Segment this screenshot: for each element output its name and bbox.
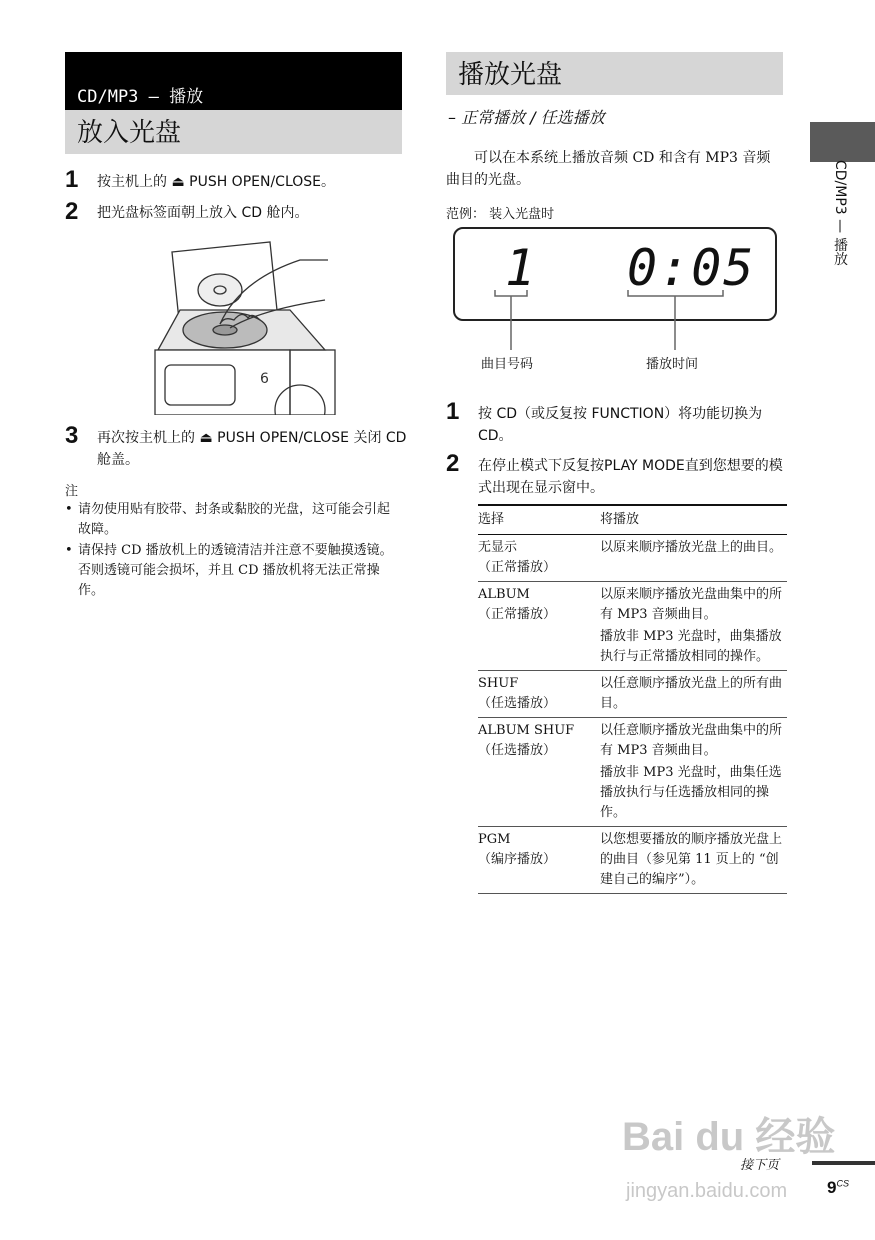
subtitle: – 正常播放 / 任选播放 [448,108,605,127]
track-number-caption: 曲目号码 [481,357,534,372]
play-mode-table [478,504,787,894]
mode-description: 以任意顺序播放光盘上的所有曲目。 [600,676,783,711]
example-label: 范例： 装入光盘时 [446,207,555,222]
svg-text:6: 6 [260,371,269,387]
mode-description: 以原来顺序播放光盘上的曲目。 [600,540,783,555]
step-text: 按主机上的 ⏏ PUSH OPEN/CLOSE。 [97,174,336,190]
step-text: 再次按主机上的 ⏏ PUSH OPEN/CLOSE 关闭 CD 舱盖。 [97,430,407,468]
step-text: 把光盘标签面朝上放入 CD 舱内。 [97,205,309,221]
table-row [478,827,787,894]
mode-type: （正常播放） [478,607,557,622]
play-time-caption: 播放时间 [646,357,699,372]
display-track-number: 1 [505,239,536,297]
mode-type: （任选播放） [478,743,557,758]
mode-type: （正常播放） [478,560,557,575]
note-heading: 注 [65,484,79,499]
section-header-bar [65,52,402,110]
column-header: 将播放 [600,505,787,535]
note-item: • 请保持 CD 播放机上的透镜清洁并注意不要触摸透镜。否则透镜可能会损坏，并且 CD 播放机将无法正常操作。 [65,543,393,598]
side-tab-label: CD/MP3 — 播放 [832,160,848,266]
mode-description: 以原来顺序播放光盘曲集中的所有 MP3 音频曲目。 [600,587,783,622]
step-number: 2 [446,450,460,477]
table-row [478,718,787,827]
step-text: 按 CD（或反复按 FUNCTION）将功能切换为 CD。 [478,406,763,444]
mode-description: 以您想要播放的顺序播放光盘上的曲目（参见第 11 页上的 “创建自己的编序”）。 [600,832,783,887]
cd-player-illustration [150,240,340,415]
mode-description: 播放非 MP3 光盘时，曲集播放执行与正常播放相同的操作。 [600,629,782,664]
watermark-url: jingyan.baidu.com [626,1180,788,1202]
table-row [478,535,787,582]
mode-description: 播放非 MP3 光盘时，曲集任选播放执行与任选播放相同的操作。 [600,765,782,820]
display-callout-lines [453,280,777,350]
mode-type: （任选播放） [478,696,557,711]
intro-text: 可以在本系统上播放音频 CD 和含有 MP3 音频曲目的光盘。 [446,150,771,188]
step-number: 2 [65,198,79,225]
step-number: 1 [446,398,460,425]
step-number: 3 [65,422,79,449]
mode-name: PGM [478,832,511,847]
mode-name: ALBUM SHUF [478,723,575,738]
column-header: 选择 [478,505,600,535]
right-title: 播放光盘 [446,52,783,95]
mode-type: （编序播放） [478,852,557,867]
display-time: 0:05 [627,239,756,297]
table-row [478,671,787,718]
step-number: 1 [65,166,79,193]
mode-description: 以任意顺序播放光盘曲集中的所有 MP3 音频曲目。 [600,723,783,758]
continued-label: 接下页 [740,1158,780,1173]
mode-name: SHUF [478,676,519,691]
side-tab-marker [810,122,875,162]
note-item: • 请勿使用贴有胶带、封条或黏胶的光盘，这可能会引起故障。 [65,502,391,537]
table-row [478,582,787,671]
table-header-row [478,505,787,535]
footer-rule [812,1161,875,1165]
section-label: CD/MP3 — 播放 [77,87,204,107]
watermark-logo: Bai du 经验 [622,1115,836,1159]
mode-name: 无显示 [478,540,518,555]
left-title: 放入光盘 [65,110,402,154]
page-number: $9^{CS}$ [827,1178,849,1197]
step-text: 在停止模式下反复按PLAY MODE直到您想要的模式出现在显示窗中。 [478,458,783,496]
mode-name: ALBUM [478,587,530,602]
